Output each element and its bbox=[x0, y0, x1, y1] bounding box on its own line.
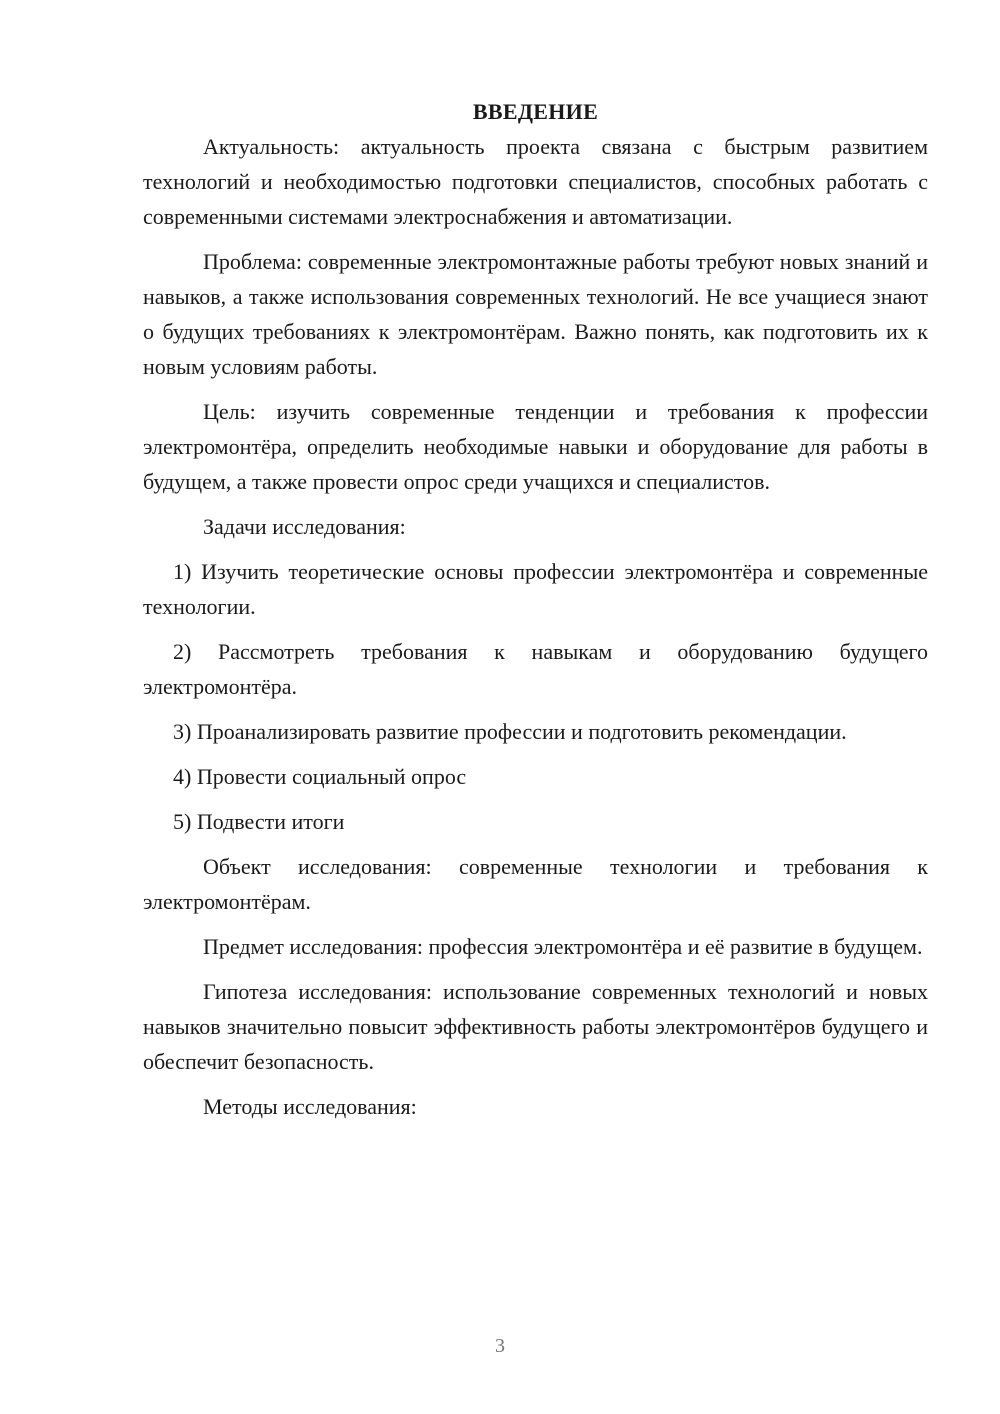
task-item-2: 2) Рассмотреть требования к навыкам и оборудованию будущего электромонтёра. bbox=[143, 639, 928, 699]
paragraph-goal: Цель: изучить современные тенденции и требования к профессии электромонтёра, определить необходимые навыки и оборудование для работы в будущем, а также провести опрос среди учащихся и специалистов. bbox=[143, 399, 928, 494]
paragraph-methods: Методы исследования: bbox=[203, 1094, 417, 1119]
task-item-3: 3) Проанализировать развитие профессии и подготовить рекомендации. bbox=[173, 719, 847, 744]
paragraph-object: Объект исследования: современные технологии и требования к электромонтёрам. bbox=[143, 854, 928, 914]
paragraph-hypothesis: Гипотеза исследования: использование современных технологий и новых навыков значительно повысит эффективность работы электромонтёров будущего и обеспечит безопасность. bbox=[143, 979, 928, 1074]
paragraph-problem: Проблема: современные электромонтажные работы требуют новых знаний и навыков, а также использования современных технологий. Не все учащиеся знают о будущих требованиях к электромонтёрам. Важно понять, как подготовить их к новым условиям работы. bbox=[143, 249, 928, 379]
task-item-5: 5) Подвести итоги bbox=[173, 809, 345, 834]
paragraph-relevance: Актуальность: актуальность проекта связана с быстрым развитием технологий и необходимостью подготовки специалистов, способных работать с современными системами электроснабжения и автоматизации. bbox=[143, 134, 928, 229]
page-title: ВВЕДЕНИЕ bbox=[472, 99, 599, 124]
document-page bbox=[143, 95, 928, 1124]
task-item-4: 4) Провести социальный опрос bbox=[173, 764, 467, 789]
paragraph-tasks-heading: Задачи исследования: bbox=[203, 514, 406, 539]
task-item-1: 1) Изучить теоретические основы профессии электромонтёра и современные технологии. bbox=[143, 559, 928, 619]
paragraph-subject: Предмет исследования: профессия электромонтёра и её развитие в будущем. bbox=[203, 934, 923, 959]
page-number: 3 bbox=[495, 1335, 505, 1357]
